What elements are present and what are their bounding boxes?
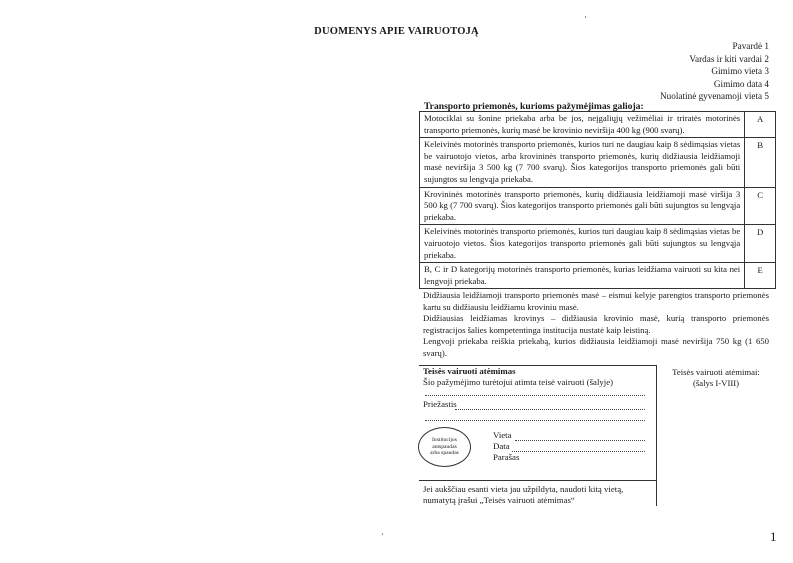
field-residence: Nuolatinė gyvenamoji vieta 5 (660, 91, 769, 102)
category-description: Motociklai su šonine priekaba arba be jos, neįgaliųjų vežimėliai ir triratės motorinės transporto priemonės, kurių masė be krovinio neviršija 400 kg (900 svarų). (420, 112, 745, 138)
field-birthdate: Gimimo data 4 (713, 78, 769, 89)
stamp-text-1: Institucijos (432, 437, 457, 444)
reason-label: Priežastis (423, 399, 457, 409)
table-row (420, 187, 776, 225)
definition-max-mass: Didžiausia leidžiamoji transporto priemonės masė – eismui kelyje parengtos transporto priemonės kartu su didžiausiu leidžiamu kroviniu masė. (423, 290, 769, 312)
category-description: Keleivinės motorinės transporto priemonės, kurios turi ne daugiau kaip 8 sėdimąsias vietas be vairuotojo vietos, arba krovininės transporto priemonės, kurių didžiausia leidžiamoji masė neviršija 3 500 kg (7 700 svarų). Šios kategorijos transporto priemonės gali būti sujungtos su lengvąja priekaba. (420, 138, 745, 187)
scan-speck (585, 16, 586, 18)
definition-light-trailer: Lengvoji priekaba reiškia priekabą, kurios didžiausia leidžiamoji masė neviršija 750 kg (1 650 svarų). (423, 336, 769, 358)
stamp-text-3: arba spaudas (430, 450, 459, 457)
table-row (420, 225, 776, 263)
category-code: A (745, 112, 776, 138)
place-line (515, 440, 645, 441)
category-code: B (745, 138, 776, 187)
stamp-text-2: antspaudas (432, 443, 457, 450)
field-surname: Pavardė 1 (732, 41, 769, 51)
scan-speck (382, 533, 383, 535)
withdrawals-column (660, 367, 772, 390)
withdrawals-title: Teisės vairuoti atėmimai: (672, 367, 760, 377)
category-description: Krovininės motorinės transporto priemonės, kurių didžiausia leidžiamoji masė viršija 3 500 kg (7 700 svarų). Šios kategorijos transporto priemonės gali būti sujungtos su lengvąja priekaba. (420, 187, 745, 225)
stamp-circle (418, 427, 471, 467)
definition-max-load: Didžiausias leidžiamas krovinys – didžiausia krovinio masė, kurią transporto priemonės registracijos šalies kompetentinga institucija nustatė kaip leistiną. (423, 313, 769, 335)
field-given-names: Vardas ir kiti vardai 2 (689, 53, 769, 64)
category-description: B, C ir D kategorijų motorinės transporto priemonės, kurias leidžiama vairuoti su kita nei lengvoji priekaba. (420, 263, 745, 289)
category-code: E (745, 263, 776, 289)
note-separator (419, 480, 656, 481)
withdrawal-note: Jei aukščiau esanti vieta jau užpildyta, naudoti kitą vietą, numatytą įrašui „Teisės vairuoti atėmimas“ (423, 484, 624, 506)
date-row (493, 441, 510, 451)
page-number: 1 (770, 529, 777, 544)
category-code: D (745, 225, 776, 263)
date-line (512, 451, 645, 452)
withdrawal-statement: Šio pažymėjimo turėtojui atimta teisė vairuoti (šalyje) (423, 377, 614, 387)
field-birthplace: Gimimo vieta 3 (711, 66, 769, 77)
categories-table (419, 111, 776, 289)
category-description: Keleivinės motorinės transporto priemonės, kurios turi daugiau kaip 8 sėdimąsias vietas be vairuotojo vietos. Šios kategorijos transporto priemonės gali būti sujungtos su lengvąja priekaba. (420, 225, 745, 263)
table-row (420, 263, 776, 289)
driver-fields-list (660, 40, 769, 103)
table-row (420, 138, 776, 187)
withdrawal-country-line (425, 395, 645, 396)
reason-row (423, 399, 457, 409)
signature-label: Parašas (493, 452, 520, 462)
signature-row (493, 452, 519, 462)
date-label: Data (493, 441, 510, 451)
vehicles-heading: Transporto priemonės, kurioms pažymėjimas galioja: (424, 101, 644, 112)
withdrawal-heading: Teisės vairuoti atėmimas (423, 366, 516, 376)
definitions (423, 290, 769, 360)
table-row (420, 112, 776, 138)
category-code: C (745, 187, 776, 225)
reason-line (455, 409, 645, 410)
withdrawals-subtitle: (šalys I-VIII) (692, 378, 740, 389)
reason-line-2 (425, 420, 645, 421)
page-title: DUOMENYS APIE VAIRUOTOJĄ (314, 26, 479, 37)
place-label: Vieta (493, 430, 512, 440)
place-row (493, 430, 512, 440)
